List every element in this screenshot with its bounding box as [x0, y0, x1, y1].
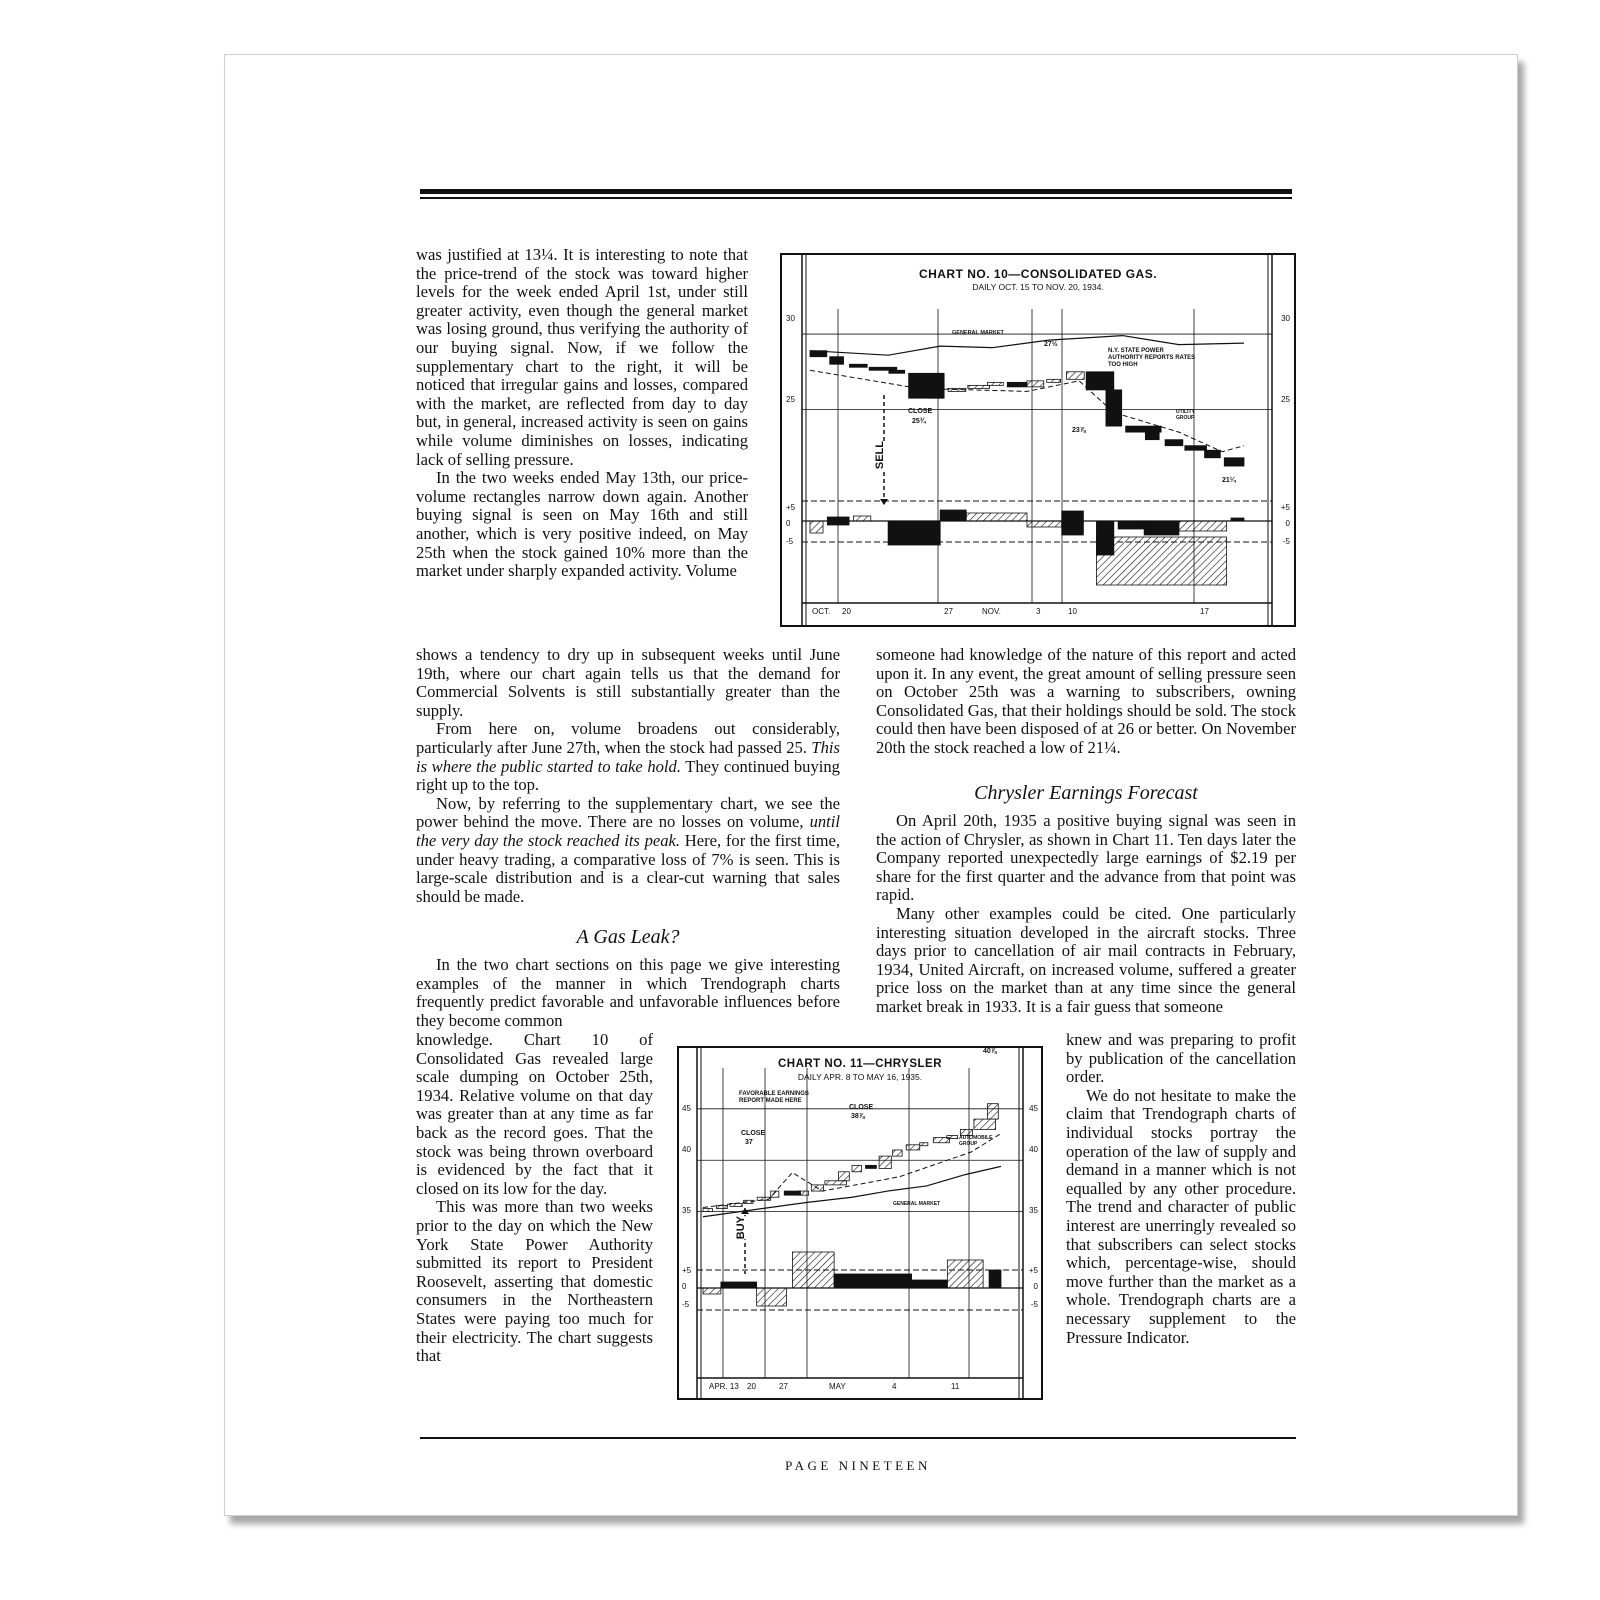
chart-chrysler: [677, 1046, 1043, 1400]
right-column-top: someone had knowledge of the nature of this report and acted upon it. In any event, the great amount of selling pressure seen on October 25th was a warning to subscribers, owning Consolidated Gas, that their holdings should be sold. The stock could then have been disposed of at 26 or better. On November 20th the stock reached a low of 21¼.: [876, 645, 1296, 757]
paragraph: was justified at 13¼. It is interesting to note that the price-trend of the stock was toward higher levels for the week ended April 1st, under still greater activity, even though the general market was losing ground, thus verifying the authority of our buying signal. Now, if we follow the supplementary chart to the right, it will be noticed that irregular gains and losses, compared with the market, are reflected from day to day but, in general, increased activity is seen on gains while volume diminishes on losses, indicating lack of selling pressure.: [416, 245, 748, 469]
chart-11-plot: [679, 1048, 1041, 1398]
vol-tick-label: +5: [682, 1266, 692, 1275]
x-tick-label: 10: [1068, 607, 1077, 616]
sentence: They continued buying right up to the top.: [416, 756, 840, 795]
price-rectangle: [869, 367, 897, 370]
heading-gas-leak: A Gas Leak?: [576, 926, 680, 948]
paragraph: Many other examples could be cited. One particularly interesting situation developed in the aircraft stocks. Three days prior to cancellation of air mail contracts in February, 1934, United Aircraft, on increased volume, suffered a greater price loss on the market than at any time since the general market break in 1933. It is a fair guess that someone: [876, 903, 1296, 1016]
volume-rectangle: [1027, 521, 1062, 527]
volume-rectangle: [703, 1288, 721, 1294]
y-tick-label: 25: [786, 395, 795, 404]
annotation-general-market: GENERAL MARKET: [952, 330, 1004, 336]
price-rectangle: [1027, 381, 1044, 387]
annotation-general-market: GENERAL MARKET: [893, 1201, 941, 1207]
price-rectangle: [947, 1136, 958, 1139]
volume-rectangle: [1096, 537, 1226, 585]
price-rectangle: [988, 382, 1004, 385]
paragraph: We do not hesitate to make the claim that Trendograph charts of individual stocks portray the operation of the law of supply and demand in a manner which is not equalled by any other procedure. The trend and character of public interest are unerringly revealed so that subscribers can select stocks which, percentage-wise, should move further than the market as a whole. Trendograph charts are a necessary supplement to the Pressure Indicator.: [1066, 1085, 1296, 1347]
price-rectangle: [1126, 426, 1162, 432]
volume-rectangle: [792, 1252, 834, 1288]
price-rectangle: [1185, 446, 1207, 451]
price-rectangle: [825, 1181, 847, 1185]
price-rectangle: [1086, 372, 1114, 390]
price-rectangle: [866, 1165, 877, 1168]
annotation-close: CLOSE: [741, 1130, 766, 1137]
price-rectangle: [852, 1165, 861, 1171]
right-column-middle: [876, 812, 1296, 1017]
price-rectangle: [830, 357, 844, 365]
price-rectangle: [1224, 458, 1244, 466]
volume-rectangle: [947, 1260, 983, 1288]
paragraph: In the two weeks ended May 13th, our price-volume rectangles narrow down again. Another buying signal is seen on May 16th and still another, which is very positive indeed, on May 25th when the stock gained 10% more than the market under sharply expanded activity. Volume: [416, 468, 748, 581]
price-rectangle: [974, 1119, 996, 1129]
sell-signal: SELL: [874, 441, 886, 470]
volume-rectangle: [721, 1282, 757, 1288]
left-column-middle: [416, 646, 840, 906]
x-tick-label: APR. 13: [709, 1382, 739, 1391]
price-rectangle: [1145, 432, 1159, 440]
price-rectangle: [968, 385, 990, 388]
volume-rectangle: [1144, 521, 1179, 535]
top-rule: [420, 189, 1292, 194]
bottom-rule: [420, 1437, 1296, 1439]
heading-chrysler: Chrysler Earnings Forecast: [974, 782, 1198, 804]
volume-rectangle: [827, 517, 849, 525]
annotation-close-value: 38⅞: [851, 1113, 865, 1120]
y-tick-label-right: 30: [1281, 314, 1290, 323]
price-rectangle: [906, 1145, 920, 1150]
volume-rectangle: [989, 1270, 1001, 1288]
price-rectangle: [928, 391, 942, 398]
price-rectangle: [1066, 372, 1084, 380]
paragraph: knew and was preparing to profit by publication of the cancellation order.: [1066, 1030, 1296, 1087]
price-rectangle: [703, 1209, 712, 1212]
y-tick-label: 30: [786, 314, 795, 323]
volume-rectangle: [1179, 521, 1227, 531]
emphasis: until the very day the stock reached its peak.: [416, 812, 840, 850]
price-rectangle: [1165, 440, 1183, 446]
vol-tick-label: +5: [786, 503, 796, 512]
price-rectangle: [849, 364, 867, 367]
chart-subtitle: DAILY OCT. 15 TO NOV. 20, 1934.: [972, 282, 1104, 292]
price-rectangle: [879, 1156, 891, 1168]
chart-subtitle: DAILY APR. 8 TO MAY 16, 1935.: [797, 1072, 923, 1082]
price-rectangle: [1047, 379, 1061, 382]
volume-rectangle: [834, 1274, 911, 1288]
sentence: Now, by referring to the supplementary chart, we see the power behind the move. There are no losses on volume,: [416, 793, 840, 832]
vol-tick-label-right: -5: [1282, 537, 1290, 546]
volume-rectangle: [757, 1288, 787, 1306]
chart-consolidated-gas: [780, 253, 1296, 627]
vol-tick-label: -5: [682, 1300, 690, 1309]
annotation-close: CLOSE: [849, 1104, 874, 1111]
price-rectangle: [717, 1205, 728, 1208]
paragraph: This was more than two weeks prior to the day on which the New York State Power Authority submitted its report to President Roosevelt, asserting that domestic consumers in the Northeastern States were paying too much for their electricity. The chart suggests that: [416, 1197, 653, 1366]
y-tick-label: 45: [682, 1104, 691, 1113]
annotation-favorable-earnings: FAVORABLE EARNINGS REPORT MADE HERE: [739, 1091, 809, 1104]
volume-rectangle: [888, 521, 940, 545]
paragraph: shows a tendency to dry up in subsequent weeks until June 19th, where our chart again tells us that the demand for Commercial Solvents is still substantially greater than the supply.: [416, 645, 840, 720]
vol-tick-label-right: 0: [1285, 519, 1290, 528]
vol-tick-label-right: +5: [1280, 503, 1290, 512]
volume-rectangle: [1231, 518, 1244, 521]
y-tick-label: 40: [682, 1145, 691, 1154]
paragraph: knowledge. Chart 10 of Consolidated Gas revealed large scale dumping on October 25th, 1934. Relative volume on that day was greater than at any time as far back as the record goes. That the stock was being thrown overboard is evidenced by the fact that it closed on its low for the day.: [416, 1030, 653, 1198]
x-tick-label: OCT.: [812, 607, 831, 616]
y-tick-label-right: 35: [1029, 1206, 1038, 1215]
chart-10-plot: [782, 255, 1294, 625]
volume-rectangle: [1062, 511, 1084, 535]
annotation-close-value: 25¾: [912, 418, 926, 425]
y-tick-label-right: 40: [1029, 1145, 1038, 1154]
vol-tick-label: 0: [786, 519, 791, 528]
annotation-ny-state: N.Y. STATE POWER AUTHORITY REPORTS RATES TOO HIGH: [1108, 348, 1196, 368]
gas-paragraph: In the two chart sections on this page we give interesting examples of the manner in which Trendograph charts frequently predict favorable and unfavorable influences before they become common: [416, 955, 840, 1030]
price-rectangle: [893, 1150, 902, 1156]
annotation-end: 21¼: [1222, 477, 1236, 484]
x-tick-label: 20: [842, 607, 851, 616]
volume-rectangle: [1118, 521, 1144, 529]
annotation-automobile-group: AUTOMOBILE GROUP: [959, 1135, 993, 1147]
volume-rectangle: [966, 513, 1027, 521]
price-rectangle: [798, 1191, 809, 1195]
top-rule-thin: [420, 197, 1292, 199]
paragraph: [416, 795, 840, 907]
vol-tick-label: 0: [682, 1282, 687, 1291]
x-tick-label: 17: [1200, 607, 1209, 616]
page-folio: PAGE NINETEEN: [785, 1458, 931, 1473]
annotation-low: 23⅞: [1072, 427, 1086, 434]
annotation-close-value: 37: [745, 1139, 753, 1146]
vol-tick-label-right: -5: [1030, 1300, 1038, 1309]
price-rectangle: [1106, 390, 1122, 426]
x-tick-label: NOV.: [982, 607, 1001, 616]
volume-rectangle: [940, 510, 966, 521]
sentence: From here on, volume broadens out considerably, particularly after June 27th, when the stock had passed 25.: [416, 719, 840, 757]
signal-arrowhead: [880, 499, 888, 505]
left-column-top: [416, 246, 748, 581]
y-tick-label-right: 25: [1281, 395, 1290, 404]
price-rectangle: [987, 1104, 998, 1119]
price-rectangle: [1007, 382, 1027, 387]
sentence: Here, for the first time, under heavy trading, a comparative loss of 7% is seen. This is large-scale distribution and is a clear-cut warning that sales should be made.: [416, 830, 840, 906]
right-column-narrow: [1066, 1031, 1296, 1347]
general-market-line: [703, 1166, 1001, 1216]
volume-rectangle: [810, 521, 823, 533]
y-tick-label-right: 45: [1029, 1104, 1038, 1113]
x-tick-label: 27: [779, 1382, 788, 1391]
volume-rectangle: [912, 1280, 948, 1288]
x-tick-label: 20: [747, 1382, 756, 1391]
buy-signal: BUY: [735, 1216, 747, 1240]
price-rectangle: [838, 1172, 849, 1181]
price-rectangle: [889, 370, 905, 373]
y-tick-label: 35: [682, 1206, 691, 1215]
x-tick-label: 3: [1036, 607, 1041, 616]
left-column-narrow: [416, 1031, 653, 1366]
vol-tick-label: -5: [786, 537, 794, 546]
annotation-peak: 27½: [1044, 341, 1058, 348]
emphasis: This is where the public started to take hold.: [416, 737, 840, 776]
x-tick-label: 11: [951, 1382, 960, 1391]
paragraph: [416, 720, 840, 794]
x-tick-label: MAY: [829, 1382, 846, 1391]
price-rectangle: [1205, 450, 1221, 458]
x-tick-label: 27: [944, 607, 953, 616]
price-rectangle: [920, 1143, 928, 1146]
annotation-close: CLOSE: [908, 408, 933, 415]
chart-title: CHART NO. 10—CONSOLIDATED GAS.: [918, 267, 1158, 281]
paragraph: On April 20th, 1935 a positive buying signal was seen in the action of Chrysler, as shown in Chart 11. Ten days later the Company reported unexpectedly large earnings of $2.19 per share for the first quarter and the advance from that point was rapid.: [876, 811, 1296, 905]
volume-rectangle: [853, 516, 870, 521]
chart-title: CHART NO. 11—CHRYSLER: [777, 1058, 943, 1070]
x-tick-label: 4: [892, 1382, 897, 1391]
vol-tick-label-right: +5: [1028, 1266, 1038, 1275]
vol-tick-label-right: 0: [1033, 1282, 1038, 1291]
annotation-utility-group: UTILITY GROUP: [1176, 409, 1195, 421]
annotation-top: 40⅞: [983, 1048, 997, 1055]
